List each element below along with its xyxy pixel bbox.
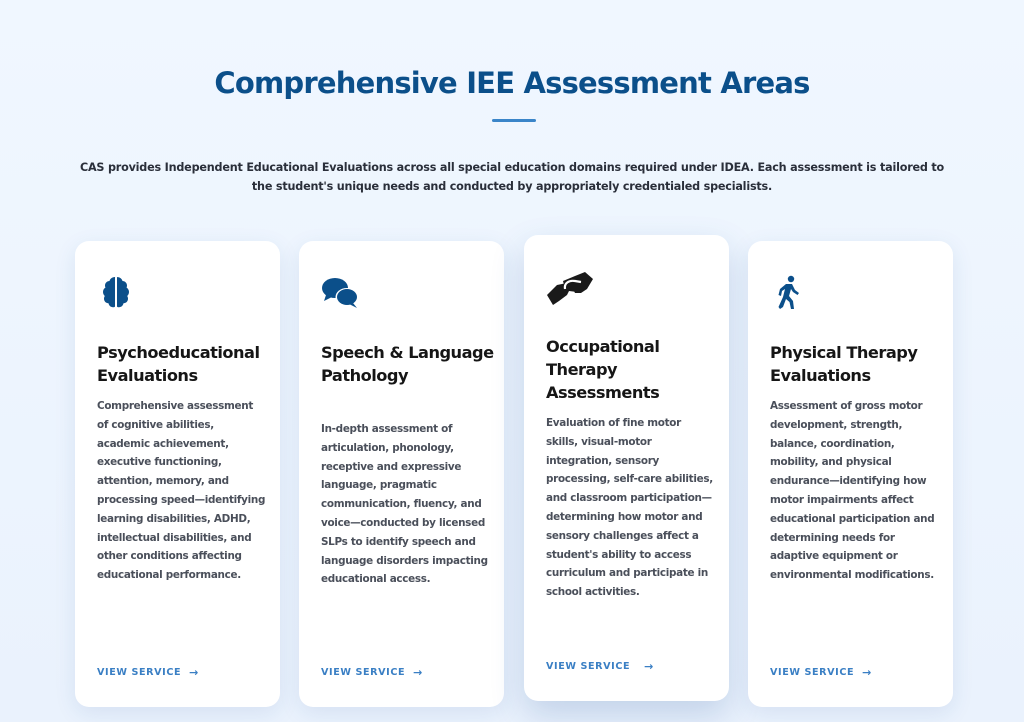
section-subtitle: CAS provides Independent Educational Evaluations across all special education domains required under IDEA. Each assessment is tailored to the student's unique needs and conducted by appropriately credentialed specialists. [79,161,945,193]
arrow-right-icon: → [644,660,654,673]
card-description: In-depth assessment of articulation, phonology, receptive and expressive language, pragmatic communication, fluency, and voice—conducted by licensed SLPs to identify speech and language disorders impacting educational access. [321,423,488,586]
view-service-label: VIEW SERVICE [770,667,855,678]
speech-bubbles-icon [320,273,360,313]
card-description: Evaluation of fine motor skills, visual-motor integration, sensory processing, self-care abilities, and classroom participation—determining how motor and sensory challenges affect a student's ability to access curriculum and participate in school activities. [546,417,713,599]
card-title: Psychoeducational Evaluations [97,343,260,385]
card-occupational-therapy[interactable] [524,235,729,701]
card-title: Speech & Language Pathology [321,343,494,385]
view-service-link[interactable] [321,666,423,679]
view-service-label: VIEW SERVICE [321,667,406,678]
section-title: Comprehensive IEE Assessment Areas [214,66,810,100]
card-title: Physical Therapy Evaluations [770,343,918,385]
view-service-label: VIEW SERVICE [97,667,182,678]
card-psychoeducational[interactable] [75,241,280,707]
card-title: Occupational Therapy Assessments [546,337,660,402]
walking-person-icon [769,273,809,313]
title-divider [492,119,536,122]
view-service-label: VIEW SERVICE [546,661,631,672]
card-description: Assessment of gross motor development, strength, balance, coordination, mobility, and physical endurance—identifying how motor impairments affect educational participation and determining needs for adaptive equipment or environmental modifications. [770,400,935,582]
card-description: Comprehensive assessment of cognitive abilities, academic achievement, executive functioning, attention, memory, and processing speed—identifying learning disabilities, ADHD, intellectual disabilities, and other conditions affecting educational performance. [97,400,266,582]
arrow-right-icon: → [189,666,199,679]
view-service-link[interactable] [97,666,199,679]
view-service-link[interactable] [770,666,872,679]
arrow-right-icon: → [862,666,872,679]
arrow-right-icon: → [413,666,423,679]
card-speech-language[interactable] [299,241,504,707]
brain-icon [96,273,136,313]
view-service-link[interactable] [546,660,654,673]
card-physical-therapy[interactable] [748,241,953,707]
handshake-icon [545,267,595,311]
